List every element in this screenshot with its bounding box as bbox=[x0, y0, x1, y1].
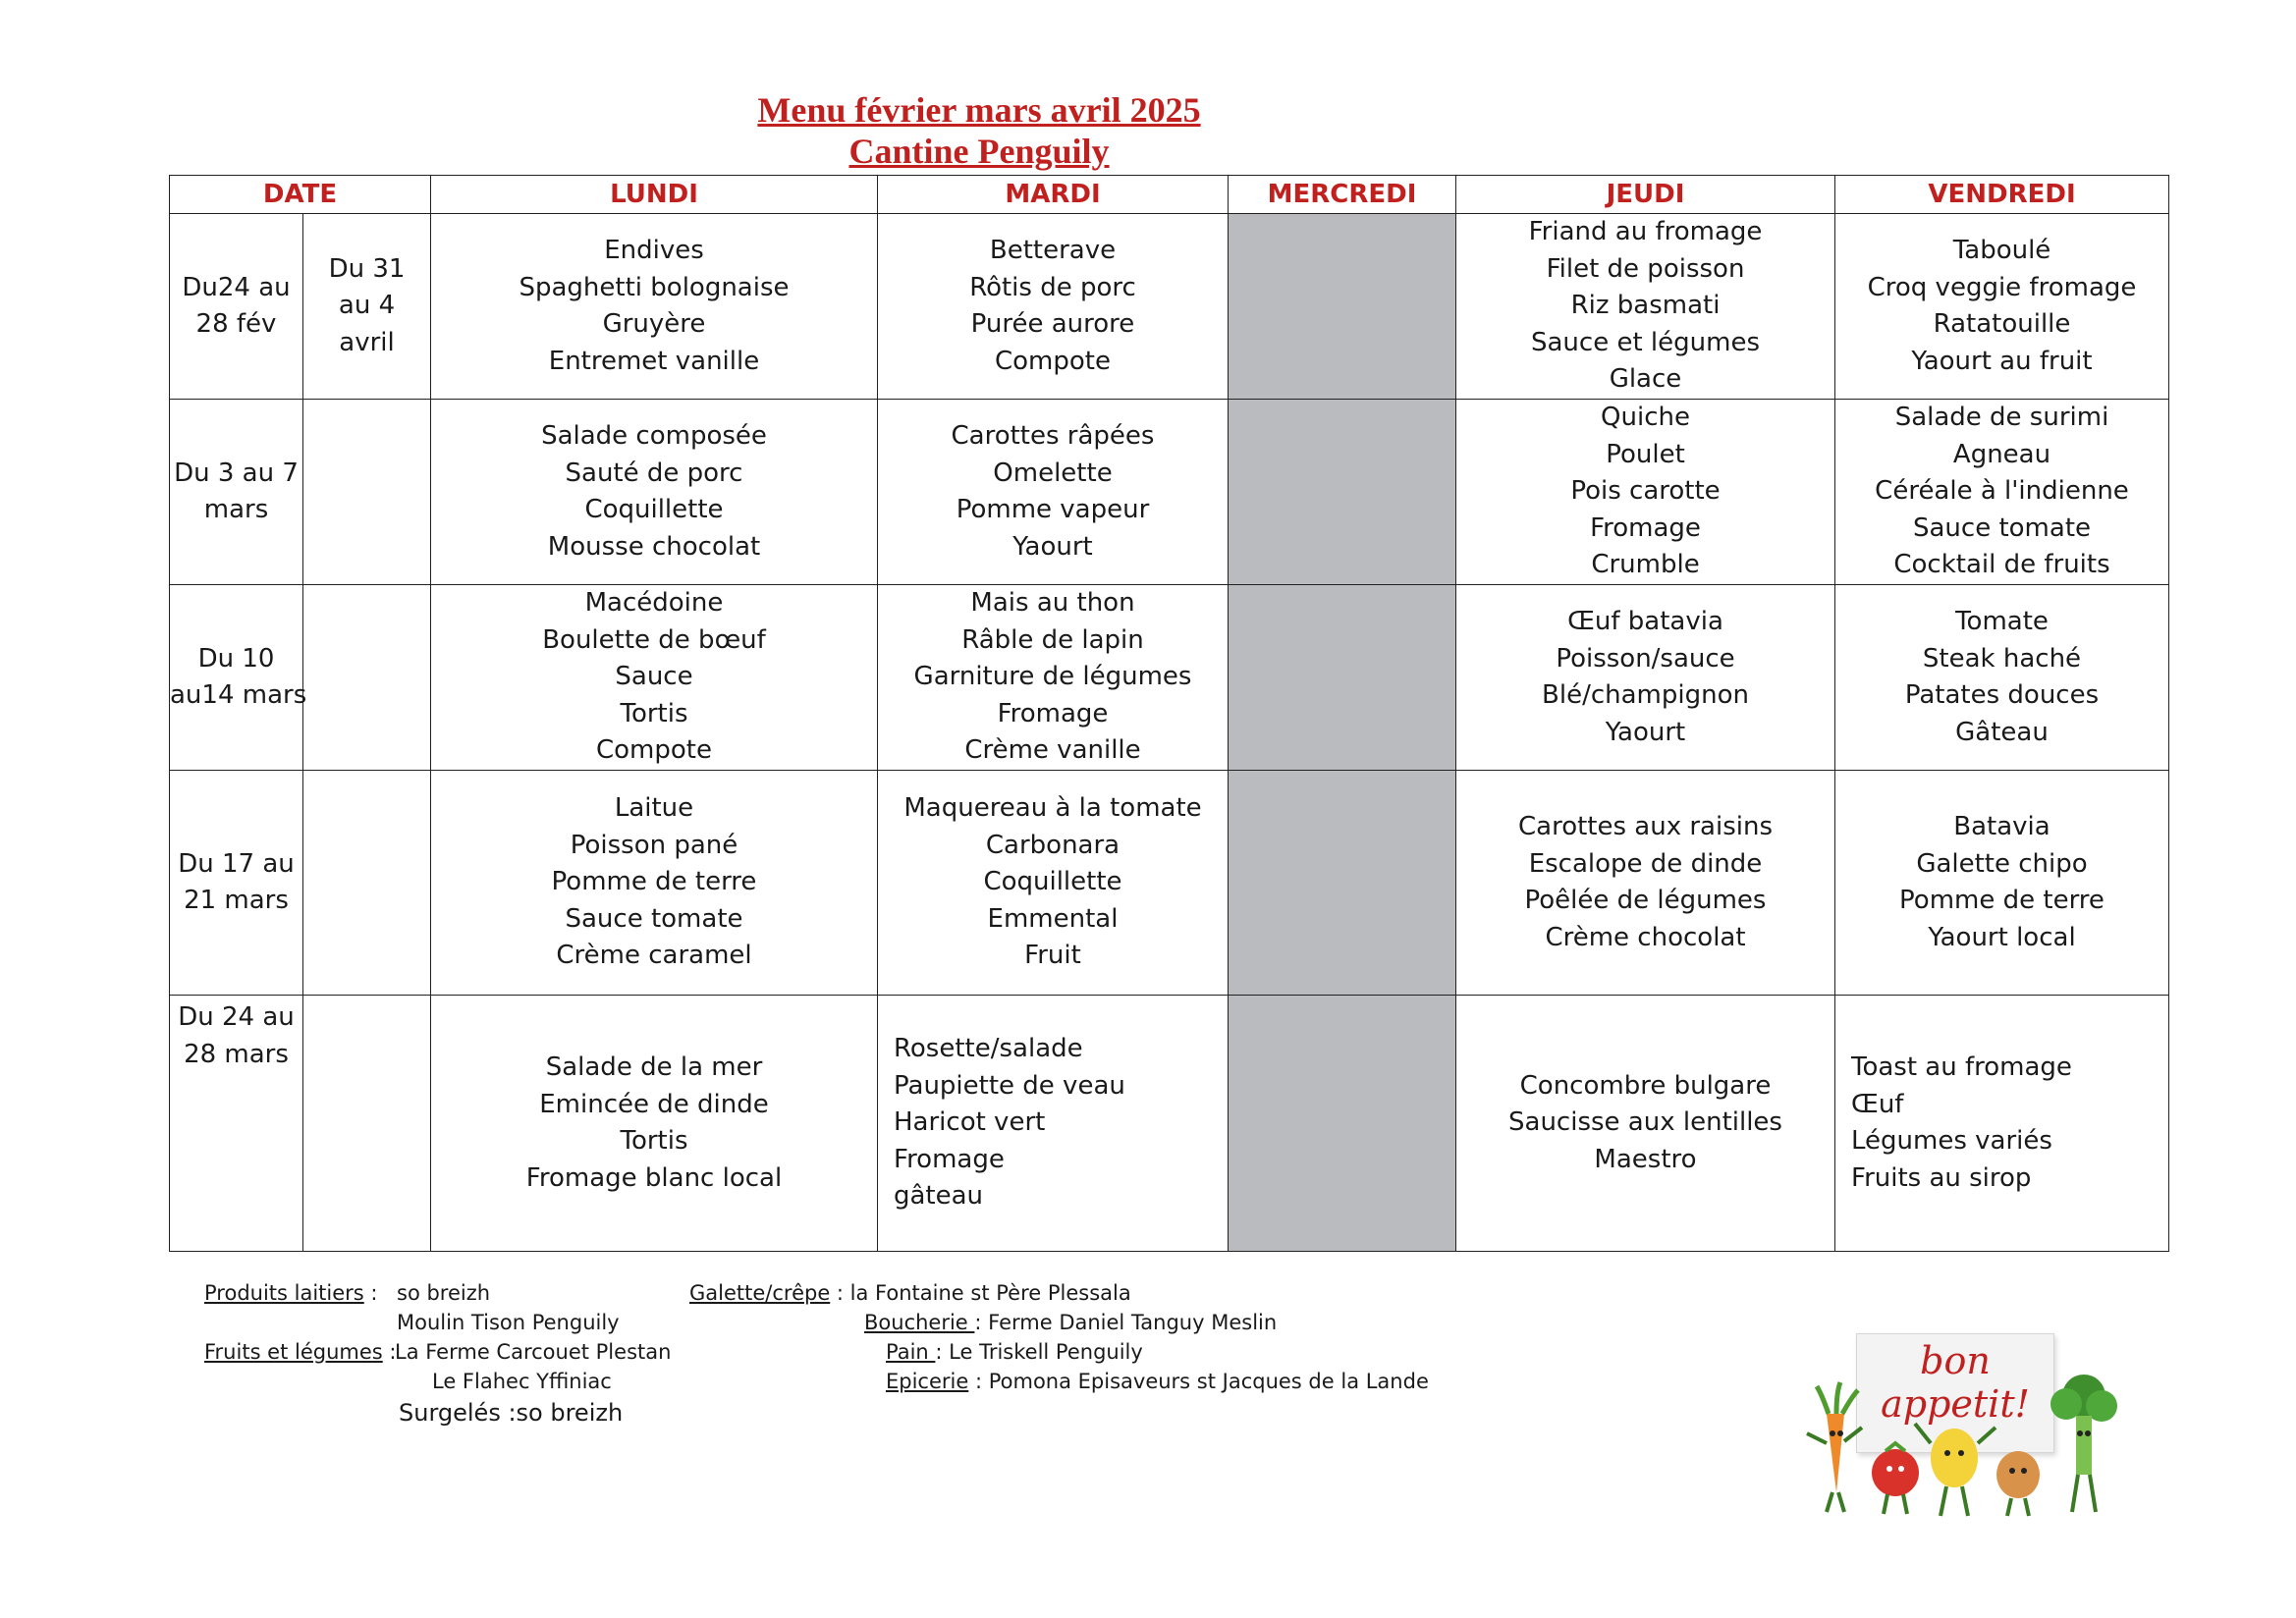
jeudi-item: Poisson/sauce bbox=[1556, 643, 1735, 674]
vendredi-item: Patates douces bbox=[1904, 680, 2100, 710]
supplier-fruits-2: Le Flahec Yffiniac bbox=[432, 1370, 612, 1393]
mardi-cell bbox=[878, 585, 1229, 771]
mardi-item: Yaourt bbox=[1012, 531, 1093, 562]
header-vendredi: VENDREDI bbox=[1835, 176, 2169, 214]
date-alt-cell bbox=[303, 585, 431, 771]
date-alt-item: avril bbox=[339, 327, 395, 357]
date-item: Du24 au bbox=[182, 272, 291, 302]
vendredi-item: Pomme de terre bbox=[1899, 886, 2105, 915]
mardi-item: Paupiette de veau bbox=[894, 1070, 1125, 1101]
mercredi-cell bbox=[1229, 400, 1456, 585]
supplier-epicerie bbox=[886, 1367, 1429, 1396]
date-item: Du 10 bbox=[197, 643, 275, 674]
mardi-item: Emmental bbox=[987, 903, 1119, 934]
lundi-item: Boulette de bœuf bbox=[542, 624, 766, 655]
header-lundi: LUNDI bbox=[431, 176, 878, 214]
mardi-item: Pomme vapeur bbox=[956, 495, 1150, 524]
lundi-cell bbox=[431, 585, 878, 771]
jeudi-item: Concombre bulgare bbox=[1519, 1070, 1772, 1101]
supplier-laitiers bbox=[204, 1278, 378, 1308]
jeudi-cell bbox=[1456, 400, 1835, 585]
week-row bbox=[170, 996, 2169, 1252]
vegetable-characters-icon bbox=[1768, 1325, 2141, 1522]
lundi-item: Gruyère bbox=[602, 309, 706, 339]
mardi-item: Haricot vert bbox=[894, 1107, 1046, 1138]
vendredi-item: Salade de surimi bbox=[1894, 403, 2109, 433]
vendredi-item: Yaourt local bbox=[1928, 922, 2076, 952]
supplier-pain-label: Pain bbox=[886, 1340, 936, 1364]
date-alt-cell bbox=[303, 771, 431, 996]
date-alt-cell bbox=[303, 214, 431, 400]
mardi-item: Coquillette bbox=[983, 867, 1122, 897]
jeudi-item: Poulet bbox=[1606, 439, 1685, 469]
week-row bbox=[170, 585, 2169, 771]
lundi-item: Sauce tomate bbox=[565, 903, 743, 934]
week-row bbox=[170, 214, 2169, 400]
mardi-item: gâteau bbox=[894, 1181, 984, 1212]
vendredi-item: Ratatouille bbox=[1933, 309, 2071, 339]
supplier-fruits-1: La Ferme Carcouet Plestan bbox=[395, 1340, 672, 1364]
mardi-item: Carbonara bbox=[985, 830, 1121, 860]
bon-appetit-logo bbox=[1768, 1325, 2141, 1522]
supplier-epicerie-label: Epicerie bbox=[886, 1370, 969, 1393]
supplier-fruits-sep: : bbox=[382, 1340, 397, 1364]
logo-text-line1: bon bbox=[1920, 1339, 1991, 1382]
lundi-item: Entremet vanille bbox=[548, 346, 760, 376]
date-alt-cell bbox=[303, 400, 431, 585]
vendredi-item: Fruits au sirop bbox=[1851, 1162, 2032, 1193]
lundi-item: Laitue bbox=[614, 793, 694, 824]
vendredi-item: Cocktail de fruits bbox=[1893, 550, 2110, 580]
lundi-item: Emincée de dinde bbox=[539, 1089, 769, 1119]
jeudi-cell bbox=[1456, 771, 1835, 996]
lundi-item: Tortis bbox=[620, 698, 688, 728]
jeudi-item: Poêlée de légumes bbox=[1524, 886, 1767, 915]
supplier-boucherie bbox=[864, 1308, 1277, 1337]
date-item: au14 mars bbox=[170, 680, 307, 710]
menu-subtitle: Cantine Penguily bbox=[848, 132, 1110, 171]
header-jeudi: JEUDI bbox=[1456, 176, 1835, 214]
lundi-item: Crème caramel bbox=[556, 941, 752, 971]
vendredi-cell bbox=[1835, 771, 2169, 996]
lundi-item: Spaghetti bolognaise bbox=[519, 272, 790, 302]
menu-table bbox=[169, 175, 2169, 1252]
supplier-laitiers-1: so breizh bbox=[397, 1281, 491, 1305]
lundi-item: Endives bbox=[604, 236, 704, 265]
vendredi-item: Agneau bbox=[1952, 439, 2051, 469]
supplier-pain-value: : Le Triskell Penguily bbox=[935, 1340, 1143, 1364]
jeudi-item: Friand au fromage bbox=[1528, 217, 1763, 247]
vendredi-item: Batavia bbox=[1953, 812, 2050, 841]
supplier-epicerie-value: : Pomona Episaveurs st Jacques de la Lande bbox=[968, 1370, 1429, 1393]
mardi-item: Râble de lapin bbox=[961, 624, 1144, 655]
vendredi-item: Toast au fromage bbox=[1851, 1052, 2072, 1082]
mardi-cell bbox=[878, 996, 1229, 1252]
lundi-item: Poisson pané bbox=[570, 830, 738, 860]
supplier-fruits bbox=[204, 1337, 397, 1367]
lundi-cell bbox=[431, 214, 878, 400]
week-row bbox=[170, 771, 2169, 996]
mardi-item: Fromage bbox=[894, 1144, 1005, 1174]
vendredi-item: Œuf bbox=[1851, 1089, 1904, 1119]
mardi-item: Rôtis de porc bbox=[969, 272, 1136, 302]
vendredi-item: Taboulé bbox=[1952, 236, 2051, 265]
menu-title: Menu février mars avril 2025 bbox=[757, 90, 1201, 130]
mardi-item: Purée aurore bbox=[970, 309, 1135, 339]
date-cell bbox=[170, 771, 303, 996]
mardi-cell bbox=[878, 400, 1229, 585]
jeudi-item: Crème chocolat bbox=[1545, 922, 1746, 952]
mardi-item: Compote bbox=[995, 346, 1111, 376]
date-item: Du 3 au 7 bbox=[174, 458, 299, 488]
mardi-item: Garniture de légumes bbox=[913, 662, 1192, 692]
vendredi-item: Yaourt au fruit bbox=[1911, 346, 2093, 376]
mardi-item: Betterave bbox=[989, 236, 1117, 265]
mardi-cell bbox=[878, 771, 1229, 996]
jeudi-item: Riz basmati bbox=[1570, 291, 1721, 321]
jeudi-item: Maestro bbox=[1594, 1144, 1697, 1174]
supplier-galette bbox=[689, 1278, 1131, 1308]
vendredi-item: Croq veggie fromage bbox=[1867, 272, 2137, 302]
jeudi-cell bbox=[1456, 214, 1835, 400]
mardi-cell bbox=[878, 214, 1229, 400]
date-cell bbox=[170, 996, 303, 1252]
supplier-galette-value: : la Fontaine st Père Plessala bbox=[830, 1281, 1131, 1305]
supplier-pain bbox=[886, 1337, 1143, 1367]
supplier-laitiers-2: Moulin Tison Penguily bbox=[397, 1311, 620, 1334]
jeudi-item: Yaourt bbox=[1605, 717, 1686, 747]
vendredi-item: Légumes variés bbox=[1851, 1126, 2052, 1156]
mardi-item: Omelette bbox=[993, 458, 1113, 488]
date-item: 28 fév bbox=[195, 309, 277, 339]
lundi-item: Macédoine bbox=[584, 588, 724, 619]
lundi-item: Salade composée bbox=[541, 421, 767, 451]
mercredi-cell bbox=[1229, 585, 1456, 771]
date-item: mars bbox=[203, 495, 269, 524]
jeudi-item: Fromage bbox=[1590, 512, 1701, 543]
mardi-item: Fromage bbox=[997, 698, 1109, 728]
vendredi-item: Steak haché bbox=[1922, 643, 2082, 674]
lundi-item: Fromage blanc local bbox=[525, 1162, 783, 1193]
supplier-boucherie-value: : Ferme Daniel Tanguy Meslin bbox=[974, 1311, 1278, 1334]
jeudi-item: Filet de poisson bbox=[1546, 253, 1745, 284]
mercredi-cell bbox=[1229, 771, 1456, 996]
date-item: Du 24 au bbox=[178, 1002, 295, 1032]
vendredi-cell bbox=[1835, 585, 2169, 771]
jeudi-item: Carottes aux raisins bbox=[1517, 812, 1773, 841]
jeudi-item: Pois carotte bbox=[1570, 476, 1721, 507]
lundi-item: Pomme de terre bbox=[551, 867, 757, 897]
mercredi-cell bbox=[1229, 214, 1456, 400]
jeudi-item: Escalope de dinde bbox=[1528, 848, 1763, 879]
header-date: DATE bbox=[170, 176, 431, 214]
date-alt-item: au 4 bbox=[338, 291, 396, 321]
week-row bbox=[170, 400, 2169, 585]
header-mercredi: MERCREDI bbox=[1229, 176, 1456, 214]
jeudi-item: Blé/champignon bbox=[1542, 680, 1749, 710]
logo-text-line2: appetit! bbox=[1881, 1382, 2030, 1426]
lundi-item: Salade de la mer bbox=[545, 1052, 763, 1082]
jeudi-item: Quiche bbox=[1601, 403, 1690, 433]
date-cell bbox=[170, 214, 303, 400]
lundi-item: Compote bbox=[596, 735, 712, 766]
vendredi-item: Céréale à l'indienne bbox=[1875, 476, 2129, 507]
date-alt-cell bbox=[303, 996, 431, 1252]
supplier-laitiers-sep: : bbox=[363, 1281, 378, 1305]
lundi-item: Mousse chocolat bbox=[547, 531, 761, 562]
mardi-item: Maquereau à la tomate bbox=[903, 793, 1202, 824]
date-item: 28 mars bbox=[184, 1039, 289, 1069]
lundi-cell bbox=[431, 771, 878, 996]
jeudi-item: Crumble bbox=[1591, 550, 1700, 580]
vendredi-item: Galette chipo bbox=[1916, 848, 2088, 879]
supplier-fruits-label: Fruits et légumes bbox=[204, 1340, 383, 1364]
lundi-item: Tortis bbox=[620, 1126, 688, 1156]
lundi-cell bbox=[431, 400, 878, 585]
jeudi-cell bbox=[1456, 585, 1835, 771]
jeudi-cell bbox=[1456, 996, 1835, 1252]
supplier-laitiers-label: Produits laitiers bbox=[204, 1281, 364, 1305]
header-mardi: MARDI bbox=[878, 176, 1229, 214]
jeudi-item: Saucisse aux lentilles bbox=[1508, 1107, 1782, 1138]
mardi-item: Carottes râpées bbox=[951, 421, 1155, 451]
jeudi-item: Glace bbox=[1609, 364, 1682, 395]
mardi-item: Fruit bbox=[1024, 941, 1081, 971]
date-cell bbox=[170, 585, 307, 771]
vendredi-item: Tomate bbox=[1955, 607, 2049, 636]
date-alt-item: Du 31 bbox=[328, 253, 406, 284]
jeudi-item: Œuf batavia bbox=[1567, 607, 1723, 636]
supplier-galette-label: Galette/crêpe bbox=[689, 1281, 831, 1305]
mercredi-cell bbox=[1229, 996, 1456, 1252]
supplier-boucherie-label: Boucherie bbox=[864, 1311, 975, 1334]
date-item: Du 17 au bbox=[178, 848, 295, 879]
header-row bbox=[170, 176, 2169, 214]
lundi-item: Sauce bbox=[615, 662, 693, 692]
lundi-item: Sauté de porc bbox=[565, 458, 743, 488]
jeudi-item: Sauce et légumes bbox=[1531, 327, 1760, 357]
vendredi-cell bbox=[1835, 214, 2169, 400]
mardi-item: Crème vanille bbox=[964, 735, 1141, 766]
vendredi-item: Gâteau bbox=[1955, 717, 2049, 747]
lundi-item: Coquillette bbox=[584, 495, 724, 524]
lundi-cell bbox=[431, 996, 878, 1252]
date-cell bbox=[170, 400, 303, 585]
mardi-item: Mais au thon bbox=[970, 588, 1135, 619]
supplier-surgeles: Surgelés :so breizh bbox=[399, 1399, 624, 1427]
vendredi-cell bbox=[1835, 400, 2169, 585]
mardi-item: Rosette/salade bbox=[894, 1034, 1083, 1064]
date-item: 21 mars bbox=[184, 886, 289, 915]
vendredi-item: Sauce tomate bbox=[1912, 512, 2092, 543]
vendredi-cell bbox=[1835, 996, 2169, 1252]
